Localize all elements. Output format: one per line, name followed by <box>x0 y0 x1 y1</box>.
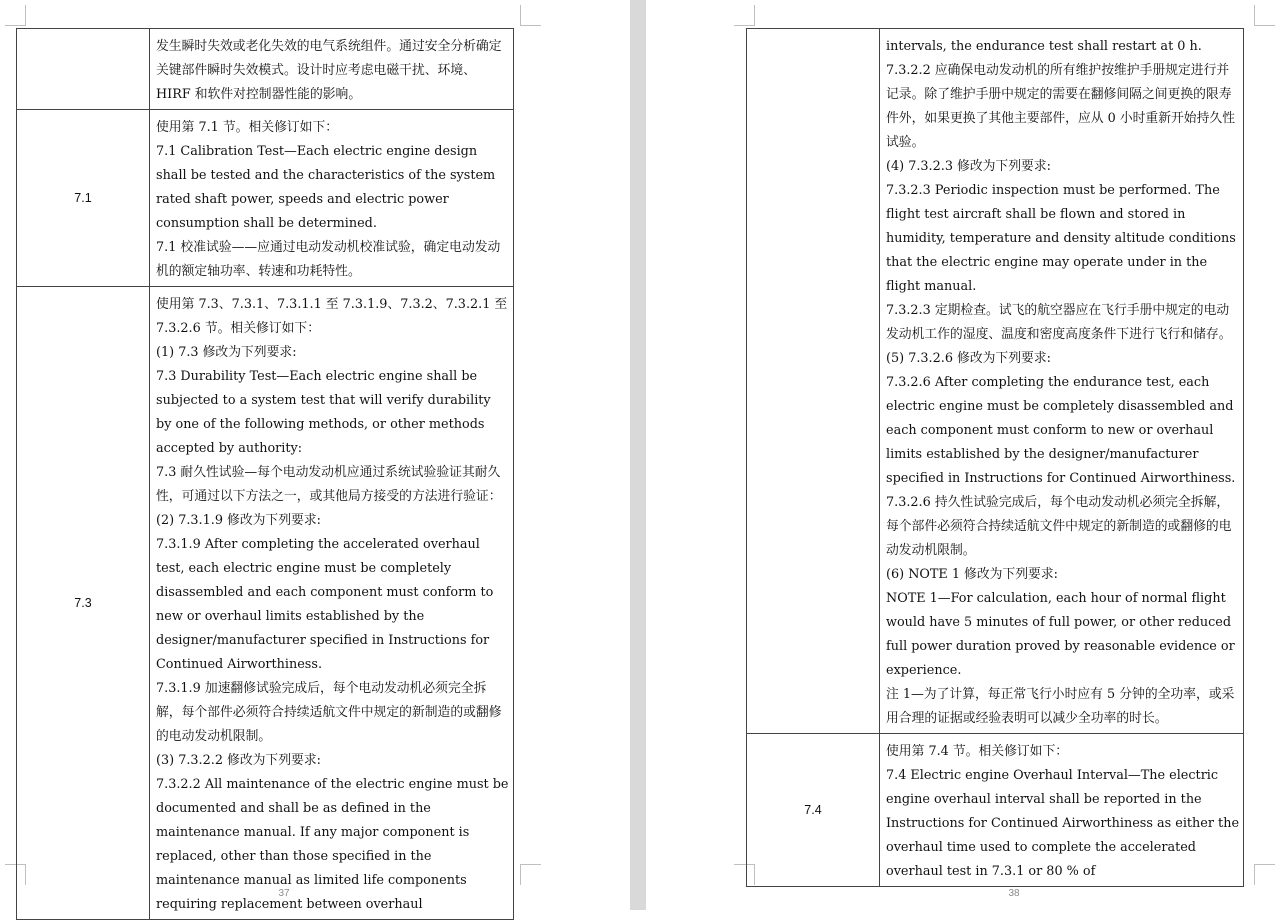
table-row <box>17 287 514 920</box>
table-row <box>747 29 1244 734</box>
paragraph: 7.1 校准试验——应通过电动发动机校准试验，确定电动发动机的额定轴功率、转速和功耗特性。 <box>156 240 501 279</box>
requirements-table <box>746 28 1244 887</box>
paragraph: (2) 7.3.1.9 修改为下列要求: <box>156 513 321 528</box>
table-row <box>17 29 514 110</box>
paragraph: 7.3.2.6 After completing the endurance test, each electric engine must be completely disassembled and each component must conform to new or overhaul limits established by the designer/manufacturer specified in Instructions for Continued Airworthiness. <box>886 375 1236 486</box>
paragraph: 7.3.1.9 加速翻修试验完成后，每个电动发动机必须完全拆解，每个部件必须符合持续适航文件中规定的新制造的或翻修的电动发动机限制。 <box>156 681 502 744</box>
paragraph: 7.3.2.2 All maintenance of the electric engine must be documented and shall be as defined in the maintenance manual. If any major component is replaced, other than those specified in the maintenance manual as limited life components requiring replacement between overhaul <box>156 777 509 912</box>
table-row <box>17 110 514 287</box>
content-cell <box>150 287 514 920</box>
paragraph: 7.3.2.2 应确保电动发动机的所有维护按维护手册规定进行并记录。除了维护手册中规定的需要在翻修间隔之间更换的限寿件外，如果更换了其他主要部件，应从 0 小时重新开始持久性试验。 <box>886 63 1235 150</box>
paragraph: NOTE 1—For calculation, each hour of normal flight would have 5 minutes of full power, or other reduced full power duration proved by reasonable evidence or experience. <box>886 591 1235 678</box>
paragraph: (1) 7.3 修改为下列要求: <box>156 345 297 360</box>
paragraph: intervals, the endurance test shall restart at 0 h. <box>886 39 1202 54</box>
paragraph: (4) 7.3.2.3 修改为下列要求: <box>886 159 1051 174</box>
section-cell <box>747 29 880 734</box>
document-page-left <box>0 0 630 910</box>
page-number: 37 <box>278 888 290 899</box>
paragraph: 7.4 Electric engine Overhaul Interval—The electric engine overhaul interval shall be reported in the Instructions for Continued Airworthiness as either the overhaul time used to complete the accelerated overhaul test in 7.3.1 or 80 % of <box>886 768 1240 879</box>
paragraph: (3) 7.3.2.2 修改为下列要求: <box>156 753 321 768</box>
content-cell <box>880 29 1244 734</box>
paragraph: 7.1 Calibration Test—Each electric engine design shall be tested and the characteristics of the system rated shaft power, speeds and electric power consumption shall be determined. <box>156 144 496 231</box>
document-page-right <box>646 0 1280 910</box>
paragraph: 使用第 7.3、7.3.1、7.3.1.1 至 7.3.1.9、7.3.2、7.3.2.1 至 7.3.2.6 节。相关修订如下： <box>156 297 508 336</box>
page-gutter <box>630 0 646 910</box>
paragraph: 注 1—为了计算，每正常飞行小时应有 5 分钟的全功率，或采用合理的证据或经验表明可以减少全功率的时长。 <box>886 687 1235 726</box>
section-cell: 7.3 <box>17 287 150 920</box>
paragraph: (6) NOTE 1 修改为下列要求: <box>886 567 1058 582</box>
page-number: 38 <box>1008 888 1020 899</box>
section-cell <box>17 29 150 110</box>
paragraph: 使用第 7.1 节。相关修订如下： <box>156 120 339 135</box>
content-cell <box>150 110 514 287</box>
requirements-table <box>16 28 514 920</box>
paragraph: 7.3.1.9 After completing the accelerated overhaul test, each electric engine must be completely disassembled and each component must conform to new or overhaul limits established by the designer/manufacturer specified in Instructions for Continued Airworthiness. <box>156 537 494 672</box>
table-row <box>747 734 1244 887</box>
paragraph: 7.3 耐久性试验—每个电动发动机应通过系统试验验证其耐久性，可通过以下方法之一，或其他局方接受的方法进行验证： <box>156 465 502 504</box>
section-cell: 7.4 <box>747 734 880 887</box>
crop-mark <box>1254 5 1275 26</box>
section-cell: 7.1 <box>17 110 150 287</box>
paragraph: (5) 7.3.2.6 修改为下列要求: <box>886 351 1051 366</box>
crop-mark <box>1254 864 1275 885</box>
content-cell <box>150 29 514 110</box>
paragraph: 7.3.2.3 定期检查。试飞的航空器应在飞行手册中规定的电动发动机工作的湿度、温度和密度高度条件下进行飞行和储存。 <box>886 303 1232 342</box>
crop-mark <box>520 864 541 885</box>
crop-mark <box>734 5 755 26</box>
paragraph: 7.3 Durability Test—Each electric engine shall be subjected to a system test that will verify durability by one of the following methods, or other methods accepted by authority: <box>156 369 491 456</box>
paragraph: 发生瞬时失效或老化失效的电气系统组件。通过安全分析确定关键部件瞬时失效模式。设计时应考虑电磁干扰、环境、HIRF 和软件对控制器性能的影响。 <box>156 39 502 102</box>
crop-mark <box>520 5 541 26</box>
crop-mark <box>5 5 26 26</box>
paragraph: 使用第 7.4 节。相关修订如下： <box>886 744 1069 759</box>
paragraph: 7.3.2.3 Periodic inspection must be performed. The flight test aircraft shall be flown and stored in humidity, temperature and density altitude conditions that the electric engine may operate under in the flight manual. <box>886 183 1236 294</box>
content-cell <box>880 734 1244 887</box>
paragraph: 7.3.2.6 持久性试验完成后，每个电动发动机必须完全拆解，每个部件必须符合持续适航文件中规定的新制造的或翻修的电动发动机限制。 <box>886 495 1232 558</box>
